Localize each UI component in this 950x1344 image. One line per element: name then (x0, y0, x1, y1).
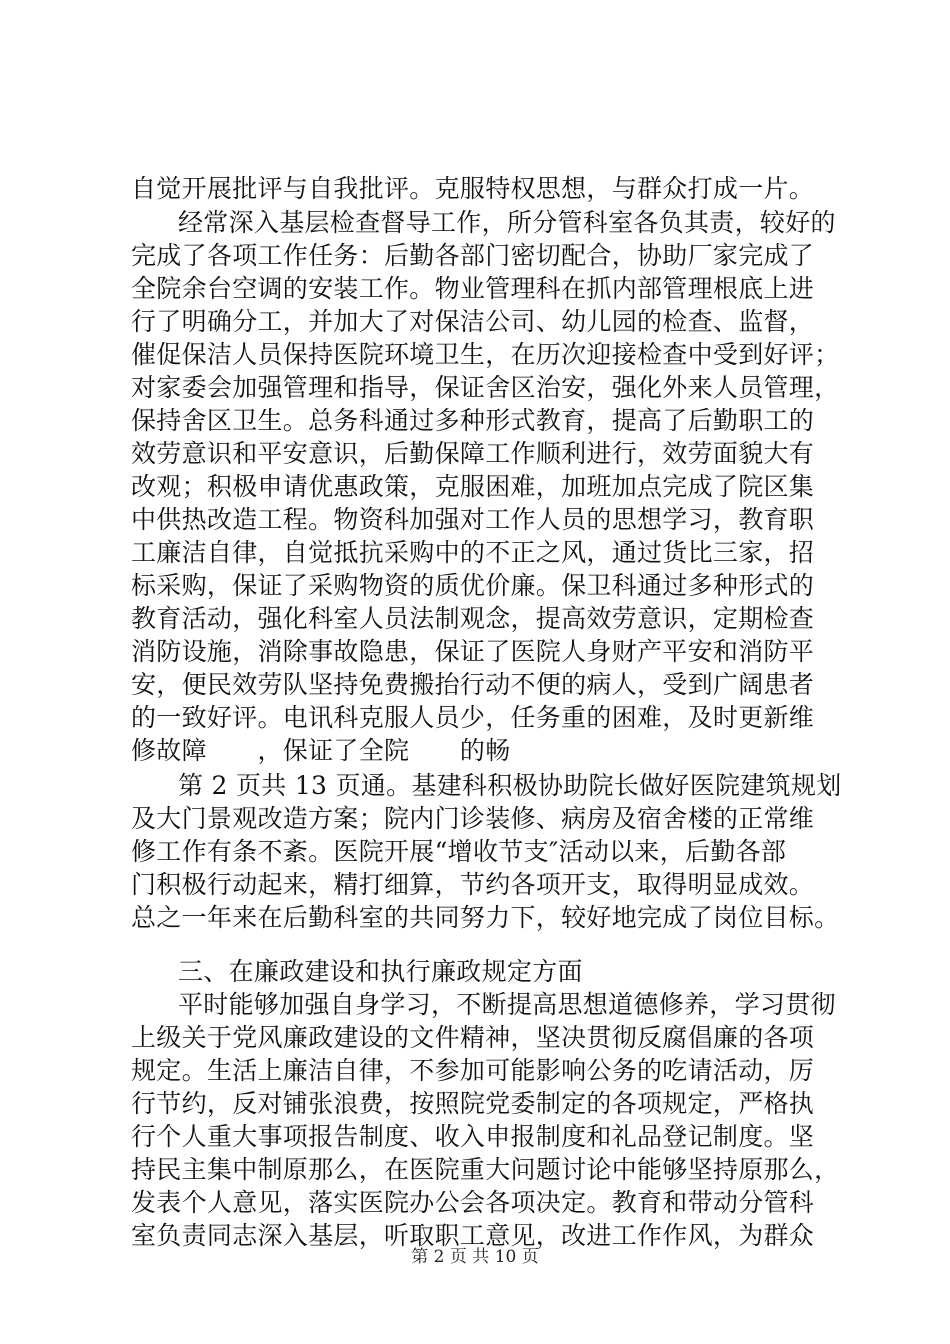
paragraph-line: 的一致好评。电讯科克服人员少，任务重的困难，及时更新维 (131, 703, 815, 732)
paragraph-line: 第 2 页共 13 页通。基建科积极协助院长做好医院建筑规划 (178, 771, 842, 800)
paragraph-line: 消防设施，消除事故隐患，保证了医院人身财产平安和消防平 (131, 637, 815, 666)
paragraph-line: 上级关于党风廉政建设的文件精神，坚决贯彻反腐倡廉的各项 (131, 1023, 815, 1052)
paragraph-line: 行了明确分工，并加大了对保洁公司、幼儿园的检查、监督， (131, 307, 815, 336)
paragraph-line: 经常深入基层检查督导工作，所分管科室各负其责，较好的 (178, 208, 836, 237)
paragraph-line: 总之一年来在后勤科室的共同努力下，较好地完成了岗位目标。 (131, 903, 840, 932)
paragraph-line: 完成了各项工作任务：后勤各部门密切配合，协助厂家完成了 (131, 241, 815, 270)
paragraph-line: 对家委会加强管理和指导，保证舍区治安，强化外来人员管理， (131, 373, 840, 402)
paragraph-line: 保持舍区卫生。总务科通过多种形式教育，提高了后勤职工的 (131, 406, 815, 435)
section-heading: 三、在廉政建设和执行廉政规定方面 (178, 957, 583, 986)
paragraph-line: 行节约，反对铺张浪费，按照院党委制定的各项规定，严格执 (131, 1089, 815, 1118)
page-footer: 第 2 页 共 10 页 (411, 1247, 539, 1267)
paragraph-line: 修工作有条不紊。医院开展“增收节支″活动以来，后勤各部 (131, 837, 787, 866)
paragraph-line: 工廉洁自律，自觉抵抗采购中的不正之风，通过货比三家，招 (131, 538, 815, 567)
paragraph-line: 催促保洁人员保持医院环境卫生，在历次迎接检查中受到好评； (131, 340, 840, 369)
paragraph-line: 修故障 ，保证了全院 的畅 (131, 736, 511, 765)
paragraph-line: 标采购，保证了采购物资的质优价廉。保卫科通过多种形式的 (131, 571, 815, 600)
paragraph-line: 全院余台空调的安装工作。物业管理科在抓内部管理根底上进 (131, 274, 815, 303)
paragraph-line: 自觉开展批评与自我批评。克服特权思想，与群众打成一片。 (131, 174, 815, 203)
paragraph-line: 平时能够加强自身学习，不断提高思想道德修养，学习贯彻 (178, 990, 836, 1019)
paragraph-line: 门积极行动起来，精打细算，节约各项开支，取得明显成效。 (131, 870, 815, 899)
paragraph-line: 安，便民效劳队坚持免费搬抬行动不便的病人，受到广阔患者 (131, 670, 815, 699)
paragraph-line: 规定。生活上廉洁自律，不参加可能影响公务的吃请活动，厉 (131, 1056, 815, 1085)
paragraph-line: 教育活动，强化科室人员法制观念，提高效劳意识，定期检查 (131, 604, 815, 633)
paragraph-line: 持民主集中制原那么，在医院重大问题讨论中能够坚持原那么， (131, 1155, 840, 1184)
paragraph-line: 行个人重大事项报告制度、收入申报制度和礼品登记制度。坚 (131, 1122, 815, 1151)
paragraph-line: 发表个人意见，落实医院办公会各项决定。教育和带动分管科 (131, 1188, 815, 1217)
paragraph-line: 效劳意识和平安意识，后勤保障工作顺利进行，效劳面貌大有 (131, 439, 815, 468)
paragraph-line: 中供热改造工程。物资科加强对工作人员的思想学习，教育职 (131, 505, 815, 534)
paragraph-line: 及大门景观改造方案；院内门诊装修、病房及宿舍楼的正常维 (131, 804, 815, 833)
paragraph-line: 改观；积极申请优惠政策，克服困难，加班加点完成了院区集 (131, 472, 815, 501)
paragraph-line: 室负责同志深入基层，听取职工意见，改进工作作风，为群众 (131, 1221, 815, 1250)
